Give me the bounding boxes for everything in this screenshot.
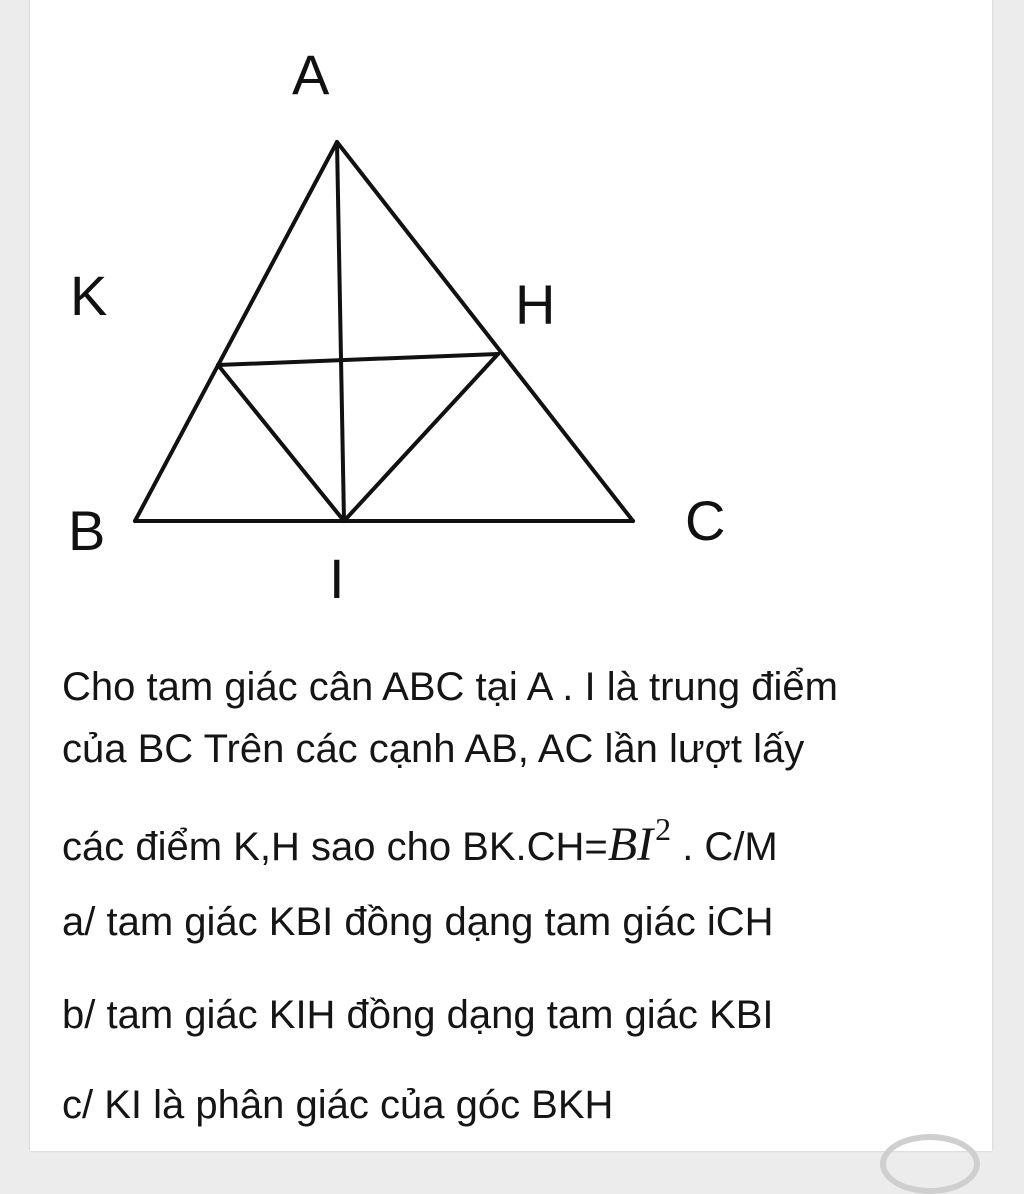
formula-exponent: 2 (655, 811, 672, 847)
formula-base: BI (607, 818, 654, 871)
side-AC (337, 142, 633, 521)
problem-line-3-text: các điểm K,H sao cho BK.CH= (62, 825, 608, 869)
question-b: b/ tam giác KIH đồng dạng tam giác KBI (62, 993, 774, 1037)
side-AB (135, 142, 337, 521)
label-I: I (329, 547, 345, 610)
segment-HI (344, 354, 498, 521)
segment-KI (218, 365, 344, 521)
question-a: a/ tam giác KBI đồng dạng tam giác iCH (62, 900, 774, 944)
problem-line-3 (62, 806, 778, 870)
problem-line-1: Cho tam giác cân ABC tại A . I là trung điểm (62, 665, 838, 709)
question-c: c/ KI là phân giác của góc BKH (62, 1083, 614, 1127)
segment-AI (337, 142, 344, 521)
segment-KH (218, 354, 498, 365)
label-A: A (292, 43, 330, 106)
label-C: C (685, 489, 726, 552)
label-K: K (70, 264, 108, 327)
label-B: B (68, 499, 106, 562)
problem-line-3-end: . C/M (671, 825, 778, 869)
formula-BI-squared (607, 811, 672, 871)
label-H: H (515, 273, 556, 336)
scroll-indicator (880, 1134, 980, 1194)
problem-line-2: của BC Trên các cạnh AB, AC lần lượt lấy (62, 727, 805, 771)
